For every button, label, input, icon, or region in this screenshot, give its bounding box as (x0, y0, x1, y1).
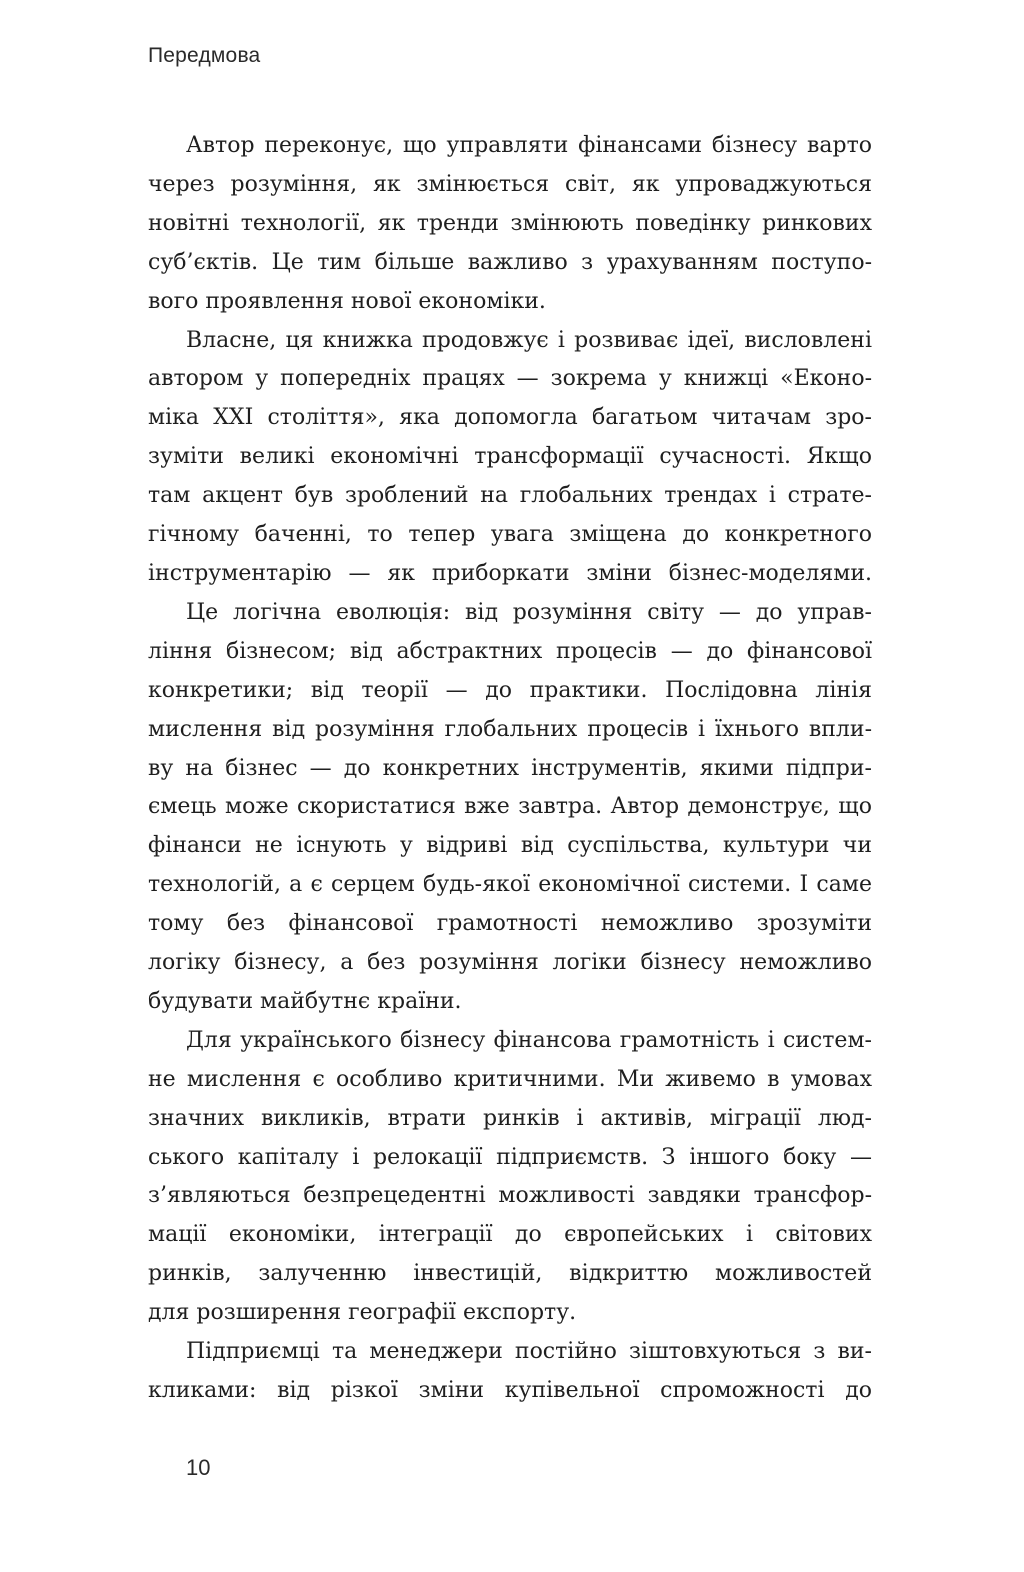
text-line: для розширення географії експорту. (148, 1300, 577, 1326)
body-text (148, 127, 872, 1411)
text-line: з’являються безпрецедентні можливості завдяки трансфор- (148, 1183, 872, 1209)
text-line: вого проявлення нової економіки. (148, 288, 546, 314)
text-line: логіку бізнесу, а без розуміння логіки бізнесу неможливо (148, 950, 872, 976)
text-line: будувати майбутнє країни. (148, 988, 462, 1014)
text-line: Автор переконує, що управляти фінансами бізнесу варто (186, 133, 872, 158)
text-line: значних викликів, втрати ринків і активів, міграції люд- (148, 1105, 872, 1131)
text-line: не мислення є особливо критичними. Ми живемо в умовах (148, 1066, 872, 1092)
text-line: Підприємці та менеджери постійно зіштовхуються з ви- (186, 1339, 872, 1365)
text-line: мислення від розуміння глобальних процесів і їхнього впли- (148, 716, 872, 742)
text-line: суб’єктів. Це тим більше важливо з урахуванням поступо- (148, 249, 872, 275)
paragraph (148, 127, 872, 322)
text-line: ву на бізнес — до конкретних інструментів, якими підпри- (148, 755, 872, 781)
text-line: Це логічна еволюція: від розуміння світу — до управ- (186, 599, 872, 625)
page-number: 10 (186, 1455, 211, 1480)
text-line: автором у попередніх працях — зокрема у книжці «Еконо- (148, 366, 872, 392)
text-line: Для українського бізнесу фінансова грамотність і систем- (186, 1027, 872, 1053)
text-line: ємець може скористатися вже завтра. Автор демонструє, що (148, 794, 872, 820)
text-line: мації економіки, інтеграції до європейських і світових (148, 1222, 872, 1248)
paragraph (148, 1333, 872, 1411)
text-line: ринків, залученню інвестицій, відкриттю можливостей (148, 1261, 872, 1287)
text-line: гічному баченні, то тепер увага зміщена до конкретного (148, 522, 872, 548)
text-line: інструментарію — як приборкати зміни бізнес-моделями. (148, 560, 872, 586)
text-line: кликами: від різкої зміни купівельної спроможності до (148, 1378, 872, 1403)
text-line: новітні технології, як тренди змінюють поведінку ринкових (148, 210, 872, 236)
text-line: фінанси не існують у відриві від суспільства, культури чи (148, 833, 872, 859)
text-line: ління бізнесом; від абстрактних процесів — до фінансової (148, 638, 872, 664)
text-line: через розуміння, як змінюється світ, як упроваджуються (148, 171, 872, 197)
paragraph (148, 594, 872, 1022)
text-line: конкретики; від теорії — до практики. Послідовна лінія (148, 677, 872, 703)
running-head: Передмова (148, 44, 261, 67)
paragraph (148, 1022, 872, 1333)
text-line: зуміти великі економічні трансформації сучасності. Якщо (148, 444, 872, 470)
paragraph (148, 322, 872, 594)
text-line: ського капіталу і релокації підприємств. З іншого боку — (148, 1144, 872, 1170)
text-line: Власне, ця книжка продовжує і розвиває ідеї, висловлені (186, 327, 872, 353)
text-line: міка XXI століття», яка допомогла багатьом читачам зро- (148, 405, 872, 431)
text-line: технологій, а є серцем будь-якої економічної системи. І саме (148, 872, 872, 898)
text-line: тому без фінансової грамотності неможливо зрозуміти (148, 911, 872, 937)
text-line: там акцент був зроблений на глобальних трендах і страте- (148, 483, 872, 509)
